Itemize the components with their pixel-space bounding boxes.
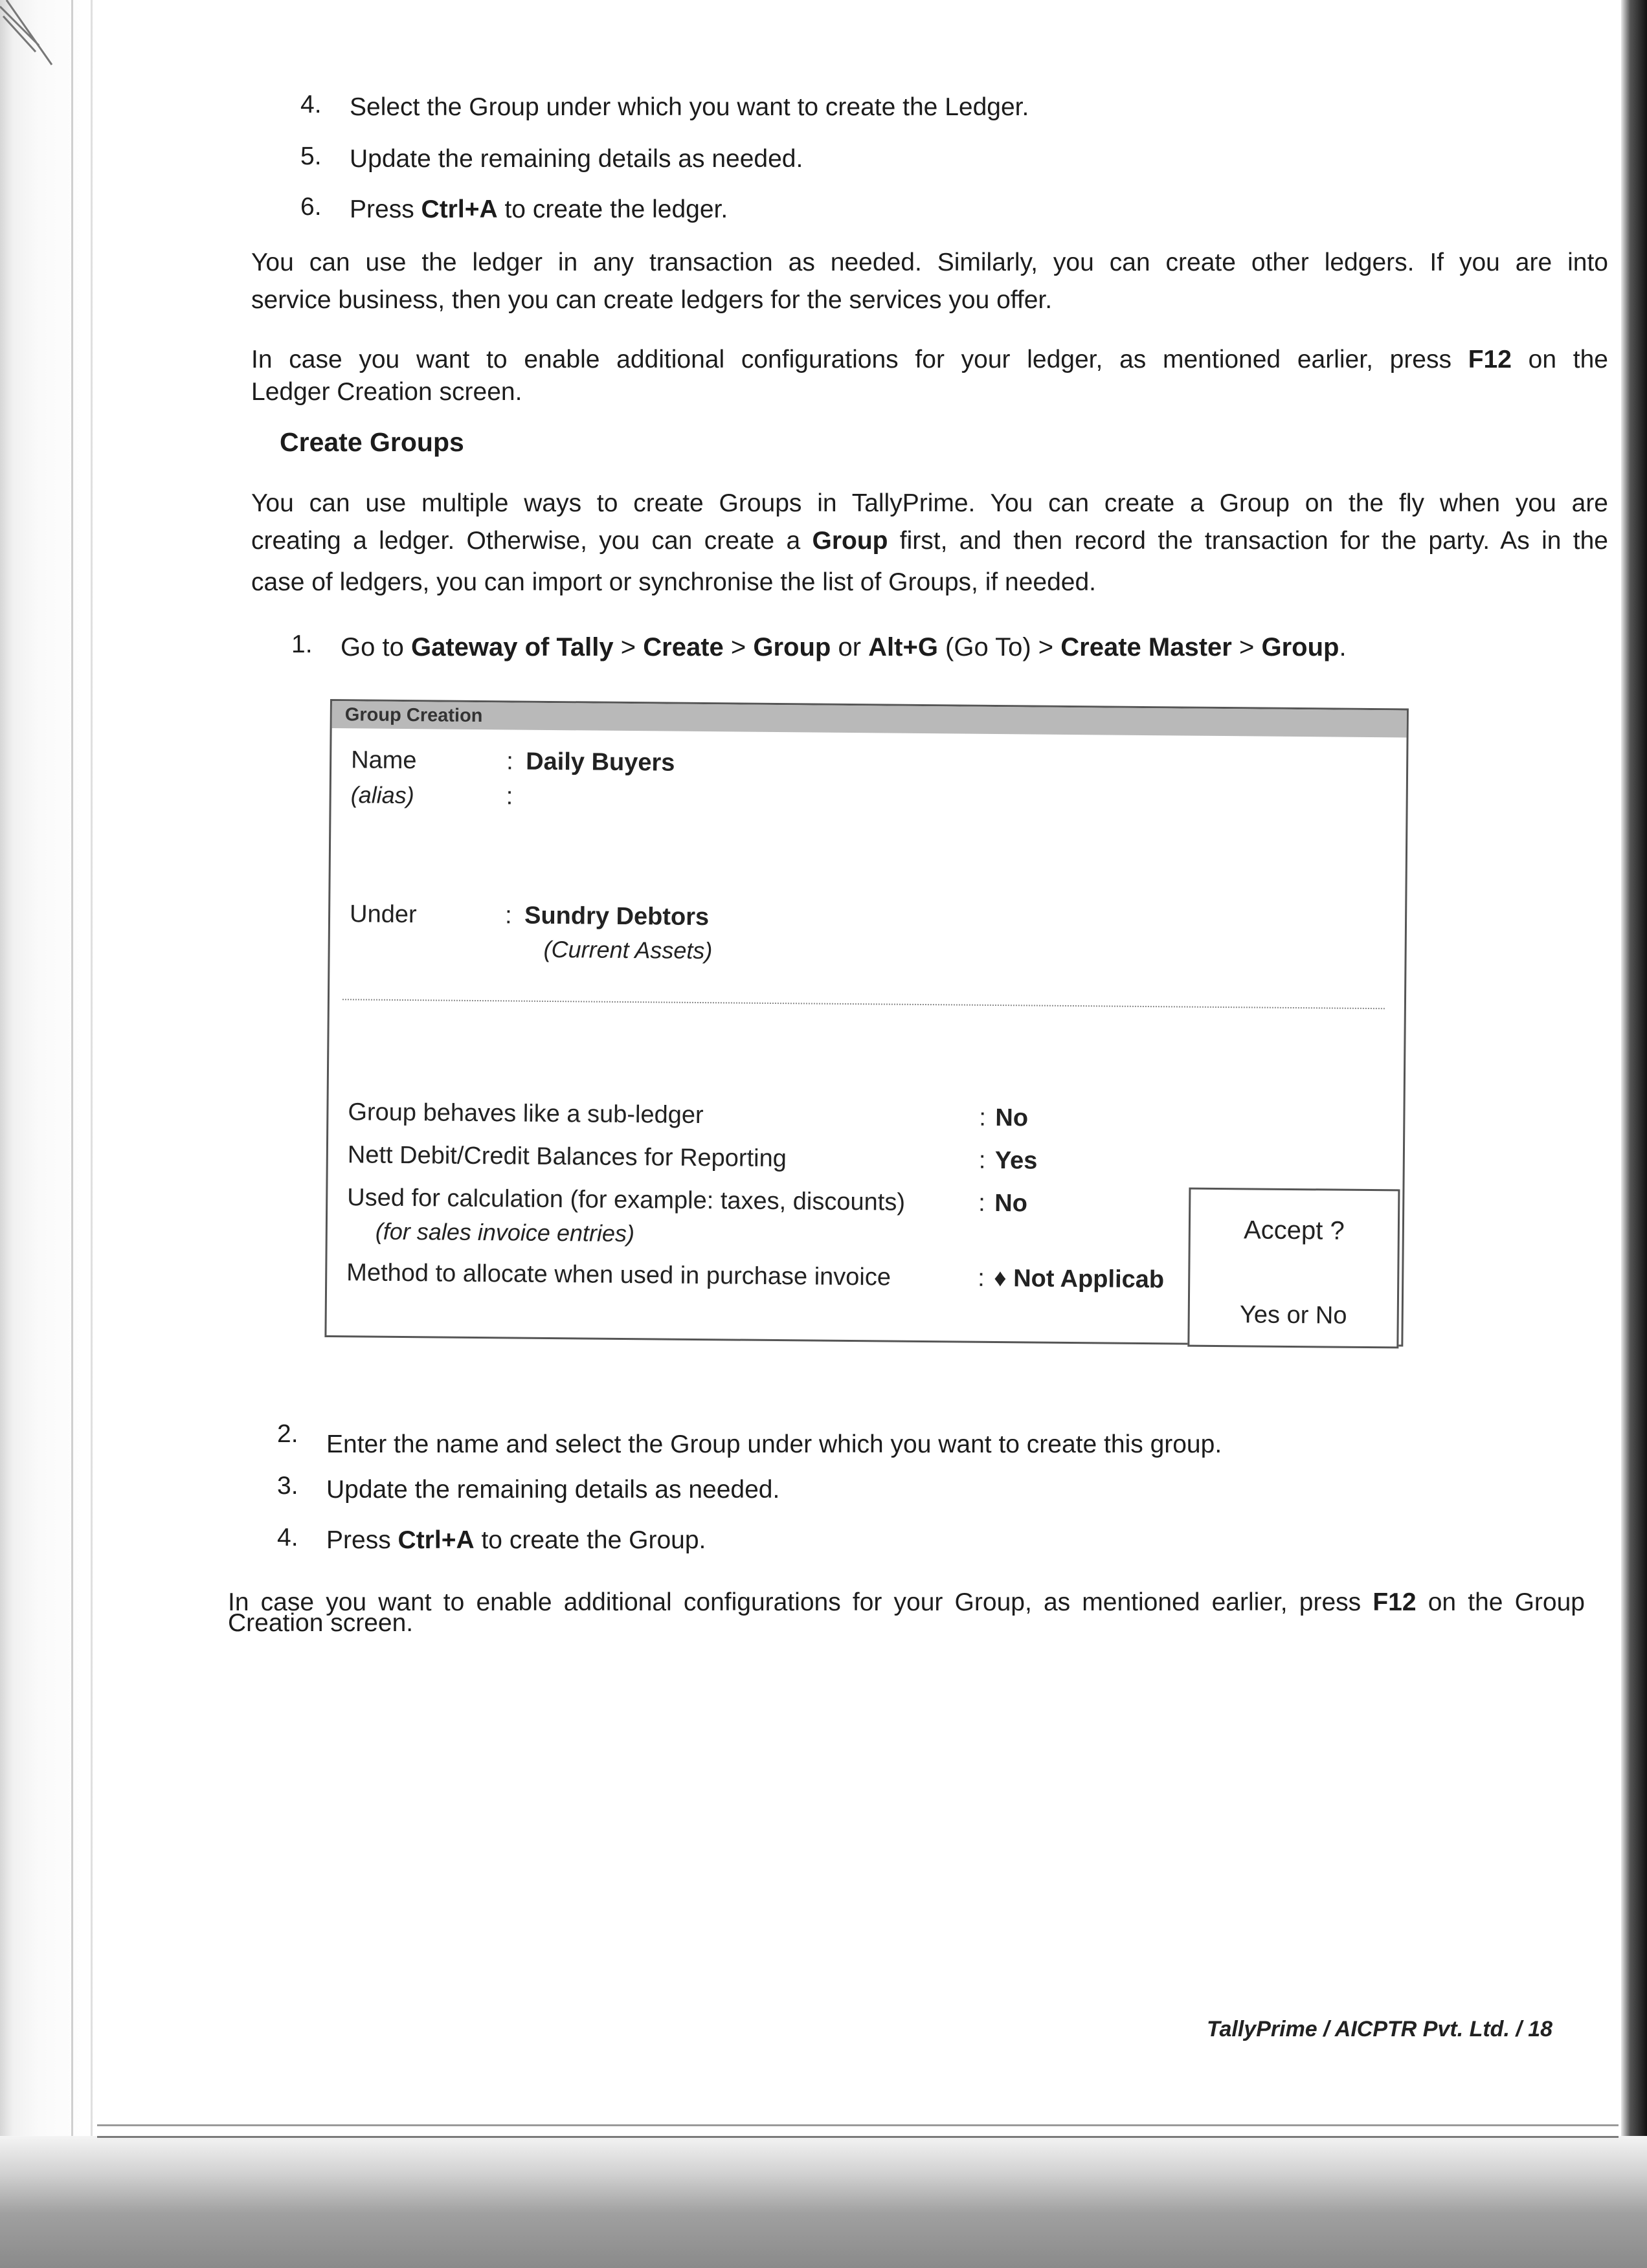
list-item — [350, 142, 803, 176]
bottom-edge-shadow — [0, 2136, 1647, 2268]
shortcut-key: Ctrl+A — [398, 1526, 475, 1554]
page-edge-line — [71, 0, 73, 2155]
separator — [342, 999, 1385, 1009]
accept-dialog[interactable] — [1187, 1188, 1400, 1349]
colon: : — [978, 1189, 985, 1217]
list-item — [350, 91, 1029, 124]
list-number: 6. — [300, 193, 322, 221]
colon: : — [978, 1146, 986, 1174]
text: Go to — [341, 633, 411, 662]
sub-ledger-field[interactable]: No — [995, 1104, 1029, 1132]
list-item: Enter the name and select the Group under which you want to create this group. — [326, 1430, 1222, 1458]
term: Group — [812, 527, 888, 555]
text: Press — [350, 195, 421, 223]
paragraph-line: case of ledgers, you can import or synchronise the list of Groups, if needed. — [251, 568, 1097, 596]
field-label-sub-ledger: Group behaves like a sub-ledger — [348, 1098, 704, 1129]
accept-yes-no[interactable]: Yes or No — [1239, 1301, 1347, 1329]
field-label-nett-balances: Nett Debit/Credit Balances for Reporting — [347, 1141, 787, 1173]
text: (Go To) > — [937, 633, 1061, 662]
text: Update the remaining details as needed. — [350, 145, 803, 173]
page-edge-line — [91, 0, 93, 2155]
field-sublabel: (for sales invoice entries) — [375, 1217, 635, 1247]
text: In case you want to enable additional configurations for your Group, as mentioned earlier, press — [228, 1588, 1373, 1616]
used-for-calculation-field[interactable]: No — [994, 1189, 1028, 1217]
shortcut-key: Alt+G — [868, 633, 938, 662]
name-label: Name — [350, 746, 417, 775]
text: on the Group — [1416, 1588, 1585, 1616]
group-creation-screenshot — [324, 699, 1409, 1347]
colon: : — [506, 748, 513, 775]
list-number: 1. — [291, 630, 313, 658]
field-label-allocation-method: Method to allocate when used in purchase invoice — [346, 1259, 891, 1291]
section-heading: Create Groups — [280, 427, 464, 457]
list-item — [326, 1524, 706, 1557]
colon: : — [978, 1264, 985, 1292]
text: In case you want to enable additional configurations for your ledger, as mentioned earlier, press — [251, 346, 1468, 373]
text: > — [1231, 633, 1262, 662]
text: to create the ledger. — [497, 195, 728, 223]
colon: : — [506, 783, 513, 810]
list-item: Update the remaining details as needed. — [326, 1476, 780, 1504]
shortcut-key: Ctrl+A — [421, 195, 498, 223]
list-number: 2. — [277, 1420, 298, 1448]
alias-label: (alias) — [350, 781, 414, 809]
colon: : — [504, 902, 512, 929]
colon: : — [979, 1104, 987, 1131]
shortcut-key: F12 — [1468, 346, 1512, 373]
navigation-path — [341, 630, 1347, 664]
under-field[interactable]: Sundry Debtors — [524, 902, 710, 931]
paragraph-line: You can use the ledger in any transaction as needed. Similarly, you can create other ledgers. If you are into — [251, 249, 1608, 276]
under-parent-group: (Current Assets) — [543, 935, 713, 964]
right-edge-shadow — [1621, 0, 1647, 2268]
shortcut-key: F12 — [1372, 1588, 1417, 1616]
under-label: Under — [349, 900, 417, 929]
menu-path-item: Gateway of Tally — [410, 633, 614, 662]
accept-question: Accept ? — [1243, 1216, 1345, 1245]
menu-path-item: Create Master — [1060, 633, 1232, 662]
text: to create the Group. — [474, 1526, 706, 1554]
paragraph-line: You can use multiple ways to create Groups in TallyPrime. You can create a Group on the fly when you are — [251, 489, 1608, 517]
paragraph-line: service business, then you can create ledgers for the services you offer. — [251, 286, 1053, 314]
text: Select the Group under which you want to create the Ledger. — [350, 93, 1029, 121]
corner-scan-mark — [0, 0, 58, 71]
text: Press — [326, 1526, 398, 1554]
list-number: 4. — [277, 1524, 298, 1551]
paragraph-line: Ledger Creation screen. — [251, 378, 522, 406]
list-item — [350, 193, 728, 227]
text: or — [831, 633, 869, 662]
text: first, and then record the transaction for the party. As in the — [888, 527, 1608, 555]
list-number: 4. — [300, 91, 322, 118]
name-field[interactable]: Daily Buyers — [525, 748, 675, 777]
paragraph-line: Creation screen. — [228, 1609, 414, 1637]
nett-balances-field[interactable]: Yes — [994, 1146, 1038, 1175]
paragraph-line — [228, 1586, 1585, 1619]
text: . — [1339, 633, 1347, 662]
allocation-method-clip — [994, 1262, 1188, 1299]
page-edge-line — [97, 2124, 1619, 2126]
text: > — [613, 633, 644, 662]
field-label-used-for-calculation: Used for calculation (for example: taxes, discounts) — [347, 1184, 906, 1216]
menu-path-item: Create — [643, 633, 724, 662]
text: creating a ledger. Otherwise, you can create a — [251, 527, 812, 555]
paragraph-line — [251, 343, 1608, 377]
paragraph-line — [251, 524, 1608, 558]
page-edge-shadow — [0, 0, 97, 2268]
allocation-method-field[interactable]: ♦ Not Applicab — [994, 1264, 1165, 1294]
list-number: 3. — [277, 1472, 298, 1500]
page-edge-line — [97, 2136, 1619, 2138]
menu-path-item: Group — [1261, 633, 1339, 662]
screen-title: Group Creation — [332, 701, 1407, 737]
page-footer: TallyPrime / AICPTR Pvt. Ltd. / 18 — [1207, 2017, 1553, 2041]
list-number: 5. — [300, 142, 322, 170]
text: > — [723, 633, 754, 662]
menu-path-item: Group — [753, 633, 831, 662]
text: on the — [1511, 346, 1608, 373]
